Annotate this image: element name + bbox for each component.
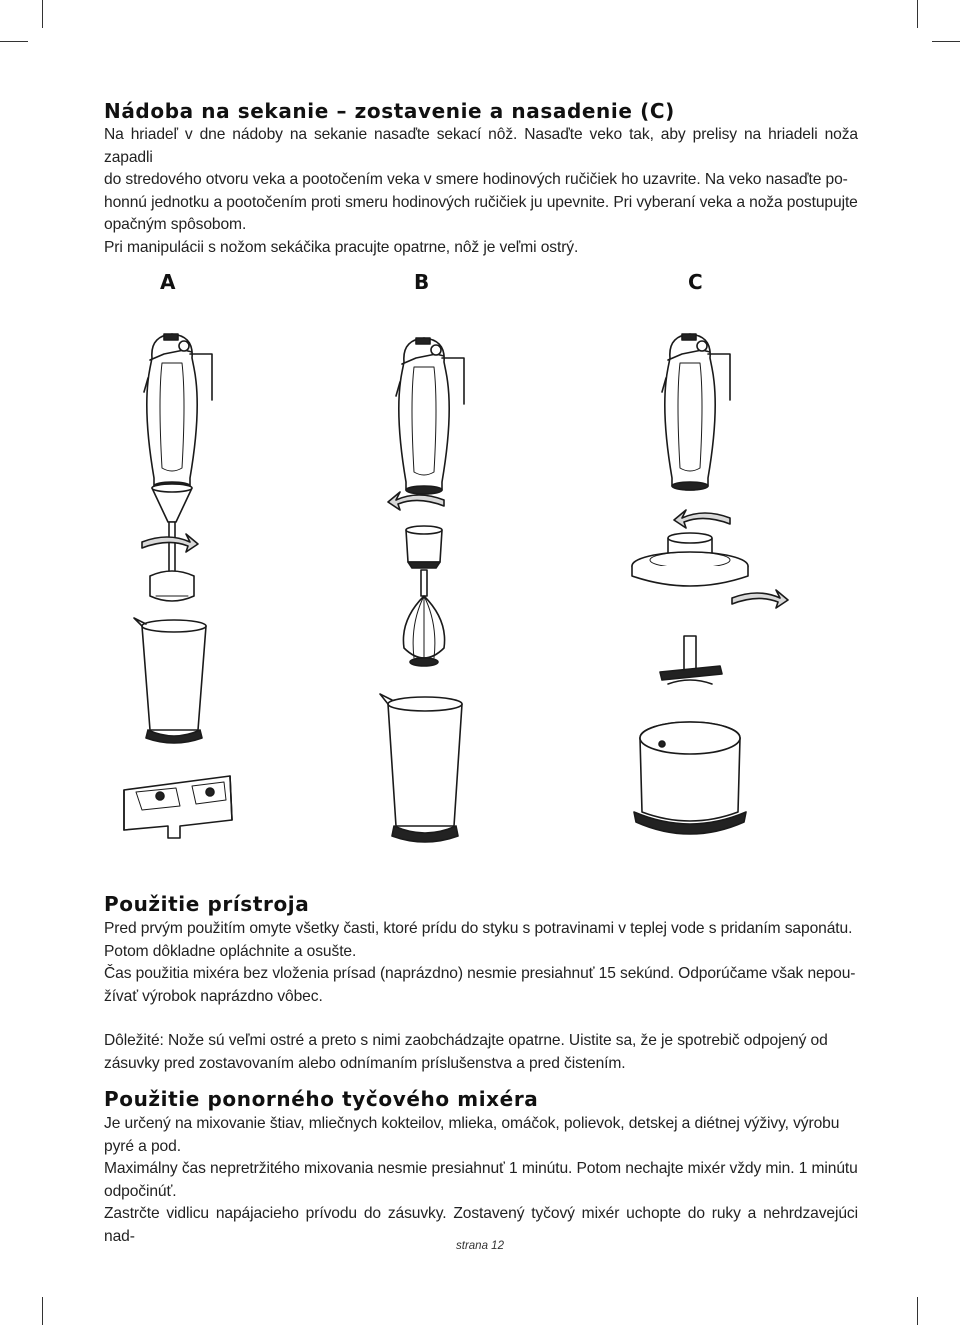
column-b-motor-unit bbox=[396, 338, 464, 494]
paragraph-line: opačným spôsobom. bbox=[104, 216, 247, 233]
column-c-chopper-blade bbox=[660, 636, 722, 684]
page-number: strana 12 bbox=[456, 1240, 504, 1252]
paragraph-line: honnú jednotku a pootočením proti smeru hodinových ručičiek ju upevnite. Pri vyberaní veka a noža postupujte bbox=[104, 193, 858, 211]
column-c-twist-arrow-top bbox=[674, 510, 730, 528]
column-c-motor-unit bbox=[662, 334, 730, 490]
column-b-beaker bbox=[380, 694, 462, 842]
section-device-usage bbox=[104, 892, 858, 1075]
paragraph-line: Pred prvým použitím omyte všetky časti, ktoré prídu do styku s potravinami v teplej vode s pridaním saponátu. bbox=[104, 920, 853, 937]
section-heading: Nádoba na sekanie – zostavenie a nasadenie (C) bbox=[104, 99, 675, 123]
column-c-chopper-bowl bbox=[634, 722, 746, 834]
paragraph-line: Čas použitia mixéra bez vloženia prísad (naprázdno) nesmie presiahnuť 15 sekúnd. Odporúčame však nepou- bbox=[104, 965, 856, 982]
paragraph-line: odpočinúť. bbox=[104, 1182, 177, 1200]
column-b-whisk-adapter bbox=[406, 526, 442, 568]
paragraph-line: Pri manipulácii s nožom sekáčika pracujte opatrne, nôž je veľmi ostrý. bbox=[104, 238, 579, 256]
paragraph-line: Maximálny čas nepretržitého mixovania nesmie presiahnuť 1 minútu. Potom nechajte mixér vždy min. 1 minútu bbox=[104, 1160, 858, 1177]
figure-label-b: B bbox=[414, 270, 430, 294]
paragraph-line: Potom dôkladne opláchnite a osušte. bbox=[104, 942, 357, 960]
paragraph-line: žívať výrobok naprázdno vôbec. bbox=[104, 987, 323, 1005]
figure-label-a: A bbox=[160, 270, 176, 294]
section-heading: Použitie prístroja bbox=[104, 892, 310, 916]
paragraph-line: Je určený na mixovanie štiav, mliečnych kokteilov, mlieka, omáčok, polievok, detskej a diétnej výživy, výrobu bbox=[104, 1115, 840, 1132]
important-note-line: Dôležité: Nože sú veľmi ostré a preto s nimi zaobchádzajte opatrne. Uistite sa, že je spotrebič odpojený od bbox=[104, 1032, 828, 1049]
paragraph-line: pyré a pod. bbox=[104, 1137, 181, 1155]
section-heading: Použitie ponorného tyčového mixéra bbox=[104, 1087, 539, 1111]
column-b-whisk bbox=[403, 570, 444, 666]
figure-label-c: C bbox=[688, 270, 703, 294]
column-c-twist-arrow-bottom bbox=[732, 590, 788, 608]
column-c-chopper-lid bbox=[632, 533, 748, 586]
column-a-motor-unit bbox=[144, 334, 212, 490]
column-a-wall-holder bbox=[124, 776, 232, 838]
section-stick-blender-usage bbox=[104, 1087, 858, 1248]
column-a-beaker bbox=[134, 618, 206, 743]
important-note-line: zásuvky pred zostavovaním alebo odnímaním príslušenstva a pred čistením. bbox=[104, 1054, 626, 1072]
column-b-twist-arrow-top bbox=[388, 492, 444, 510]
paragraph-line: Na hriadeľ v dne nádoby na sekanie nasaďte sekací nôž. Nasaďte veko tak, aby prelisy na hriadeli noža zapadli bbox=[104, 126, 858, 166]
paragraph-line: do stredového otvoru veka a pootočením veka v smere hodinových ručičiek ho uzavrite. Na veko nasaďte po- bbox=[104, 171, 848, 188]
paragraph-line: Zastrčte vidlicu napájacieho prívodu do zásuvky. Zostavený tyčový mixér uchopte do ruky a nehrdzavejúci nad- bbox=[104, 1205, 858, 1245]
